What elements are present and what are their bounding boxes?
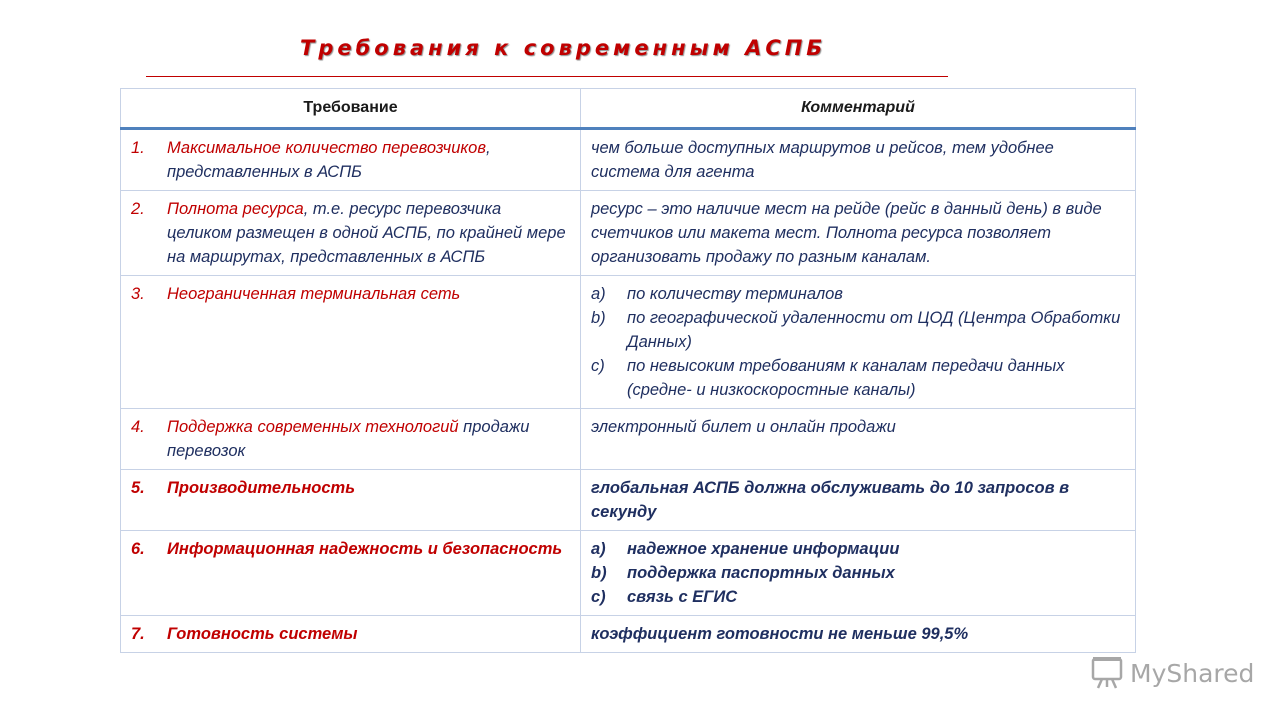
comment-list-item: c) по невысоким требованиям к каналам передачи данных (средне- и низкоскоростные каналы) — [591, 357, 1065, 399]
requirement-title: Полнота ресурса — [167, 200, 304, 218]
requirement-detail: , т.е. ресурс перевозчика целиком размещен в одной АСПБ, по крайней мере на маршрутах, представленных в АСПБ — [167, 200, 566, 266]
table-row — [121, 531, 1136, 616]
header-requirement: Требование — [121, 89, 581, 129]
requirement-cell — [121, 531, 581, 616]
requirement-cell — [121, 276, 581, 409]
table-header-row — [121, 89, 1136, 129]
row-number: 1. — [131, 139, 145, 157]
row-number: 2. — [131, 200, 145, 218]
comment-cell: ресурс – это наличие мест на рейде (рейс в данный день) в виде счетчиков или макета мест. Полнота ресурса позволяет организовать продажу по разным каналам. — [581, 191, 1136, 276]
requirement-cell — [121, 191, 581, 276]
projector-icon — [1090, 656, 1124, 690]
watermark-text: MyShared — [1130, 658, 1255, 688]
row-number: 7. — [131, 625, 145, 643]
row-number: 4. — [131, 418, 145, 436]
comment-cell: коэффициент готовности не меньше 99,5% — [581, 616, 1136, 653]
table-row — [121, 129, 1136, 191]
row-number: 3. — [131, 285, 145, 303]
comment-list-item: c) связь с ЕГИС — [591, 588, 738, 606]
requirement-title: Информационная надежность и безопасность — [167, 540, 563, 558]
requirement-title: Максимальное количество перевозчиков — [167, 139, 486, 157]
comment-list-item: b) поддержка паспортных данных — [591, 564, 895, 582]
table-row — [121, 191, 1136, 276]
row-number: 6. — [131, 540, 145, 558]
requirement-title: Неограниченная терминальная сеть — [167, 285, 461, 303]
table-row — [121, 409, 1136, 470]
requirement-cell — [121, 409, 581, 470]
comment-list-item: b) по географической удаленности от ЦОД (Центра Обработки Данных) — [591, 309, 1121, 351]
table-row — [121, 276, 1136, 409]
comment-list-item: a) по количеству терминалов — [591, 285, 843, 303]
requirement-cell — [121, 616, 581, 653]
row-number: 5. — [131, 479, 145, 497]
requirement-detail: продажи перевозок — [167, 418, 530, 460]
header-comment: Комментарий — [581, 89, 1136, 129]
comment-cell: глобальная АСПБ должна обслуживать до 10 запросов в секунду — [581, 470, 1136, 531]
comment-cell — [581, 276, 1136, 409]
page-title: Требования к современным АСПБ — [300, 36, 827, 60]
title-underline — [146, 76, 948, 77]
requirement-cell — [121, 129, 581, 191]
requirements-table — [120, 88, 1136, 653]
table-row — [121, 470, 1136, 531]
comment-cell: чем больше доступных маршрутов и рейсов, тем удобнее система для агента — [581, 129, 1136, 191]
requirement-title: Поддержка современных технологий — [167, 418, 459, 436]
watermark-logo — [1090, 656, 1254, 690]
comment-cell — [581, 531, 1136, 616]
table-row — [121, 616, 1136, 653]
requirement-cell — [121, 470, 581, 531]
requirement-title: Производительность — [167, 479, 356, 497]
comment-cell: электронный билет и онлайн продажи — [581, 409, 1136, 470]
requirement-title: Готовность системы — [167, 625, 358, 643]
comment-list-item: a) надежное хранение информации — [591, 540, 900, 558]
requirement-detail: , представленных в АСПБ — [167, 139, 491, 181]
